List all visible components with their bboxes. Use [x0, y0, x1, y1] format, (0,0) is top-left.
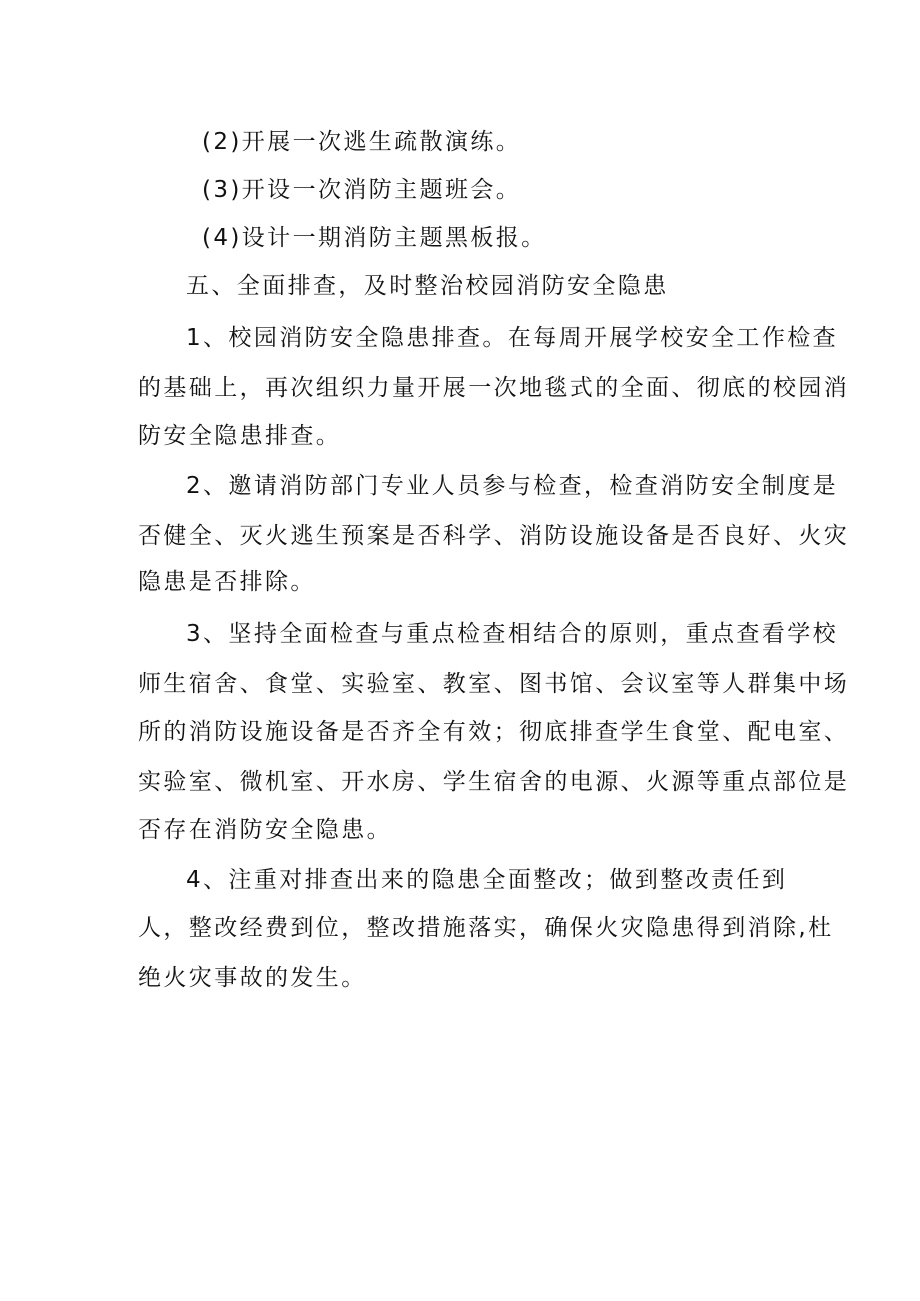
- paragraph-line: 2、邀请消防部门专业人员参与检查，检查消防安全制度是: [186, 473, 839, 499]
- list-item: (2)开展一次逃生疏散演练。: [202, 129, 522, 155]
- list-item: (4)设计一期消防主题黑板报。: [202, 225, 547, 251]
- paragraph-line: 绝火灾事故的发生。: [138, 965, 367, 991]
- paragraph-line: 3、坚持全面检查与重点检查相结合的原则，重点查看学校: [186, 621, 839, 647]
- paragraph-line: 人，整改经费到位，整改措施落实，确保火灾隐患得到消除,杜: [138, 915, 834, 941]
- paragraph-line: 1、校园消防安全隐患排查。在每周开展学校安全工作检查: [186, 325, 839, 351]
- paragraph-line: 隐患是否排除。: [138, 569, 316, 595]
- list-item: (3)开设一次消防主题班会。: [202, 177, 522, 203]
- paragraph-line: 否健全、灭火逃生预案是否科学、消防设施设备是否良好、火灾: [138, 523, 850, 549]
- paragraph-line: 4、注重对排查出来的隐患全面整改；做到整改责任到: [186, 867, 788, 893]
- paragraph-line: 否存在消防安全隐患。: [138, 817, 392, 843]
- paragraph-line: 实验室、微机室、开水房、学生宿舍的电源、火源等重点部位是: [138, 769, 850, 795]
- paragraph-line: 所的消防设施设备是否齐全有效；彻底排查学生食堂、配电室、: [138, 719, 850, 745]
- paragraph-line: 防安全隐患排查。: [138, 423, 342, 449]
- section-heading: 五、全面排查，及时整治校园消防安全隐患: [186, 273, 669, 299]
- paragraph-line: 师生宿舍、食堂、实验室、教室、图书馆、会议室等人群集中场: [138, 671, 850, 697]
- paragraph-line: 的基础上，再次组织力量开展一次地毯式的全面、彻底的校园消: [138, 375, 850, 401]
